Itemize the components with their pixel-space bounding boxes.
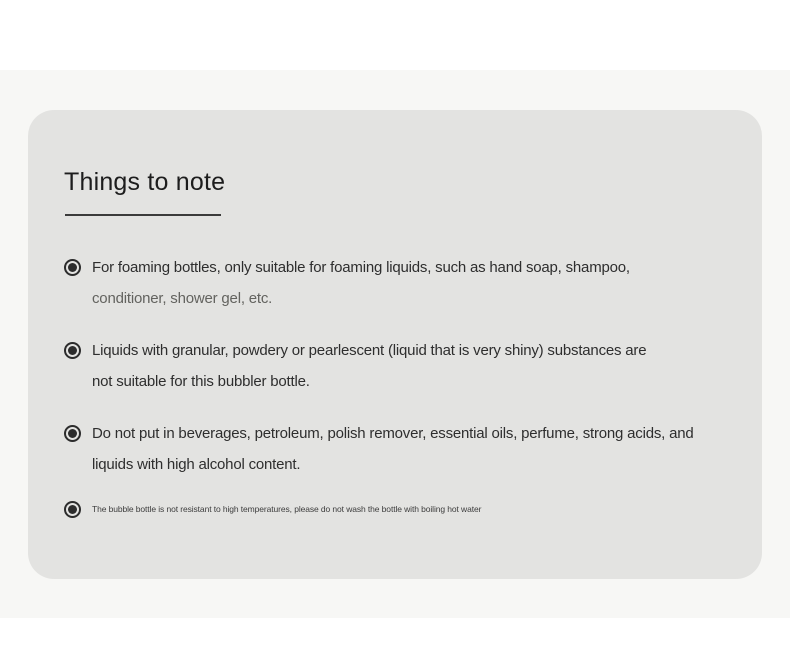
- note-item-do-not-put: [64, 418, 738, 480]
- note-text: [92, 418, 694, 480]
- title-underline: [65, 214, 221, 216]
- note-line-2: conditioner, shower gel, etc.: [92, 290, 273, 307]
- note-text: [92, 501, 481, 518]
- note-line-2: liquids with high alcohol content.: [92, 456, 301, 473]
- note-text: [92, 252, 630, 314]
- note-line-1: For foaming bottles, only suitable for foaming liquids, such as hand soap, shampoo,: [92, 259, 630, 276]
- note-item-temperature: [64, 501, 738, 518]
- card-title: Things to note: [64, 168, 226, 196]
- note-line-1: The bubble bottle is not resistant to high temperatures, please do not wash the bottle with boiling hot water: [92, 504, 482, 514]
- radio-bullet-icon: [64, 342, 81, 359]
- notes-list: [64, 252, 738, 518]
- note-line-2: not suitable for this bubbler bottle.: [92, 373, 310, 390]
- note-text: [92, 335, 646, 397]
- note-item-foaming: [64, 252, 738, 314]
- note-item-granular-liquids: [64, 335, 738, 397]
- radio-bullet-icon: [64, 425, 81, 442]
- content-band: [0, 70, 790, 618]
- radio-bullet-icon: [64, 501, 81, 518]
- radio-bullet-icon: [64, 259, 81, 276]
- things-to-note-card: [28, 110, 762, 579]
- note-line-1: Do not put in beverages, petroleum, polish remover, essential oils, perfume, strong acids, and: [92, 425, 694, 442]
- note-line-1: Liquids with granular, powdery or pearlescent (liquid that is very shiny) substances are: [92, 342, 647, 359]
